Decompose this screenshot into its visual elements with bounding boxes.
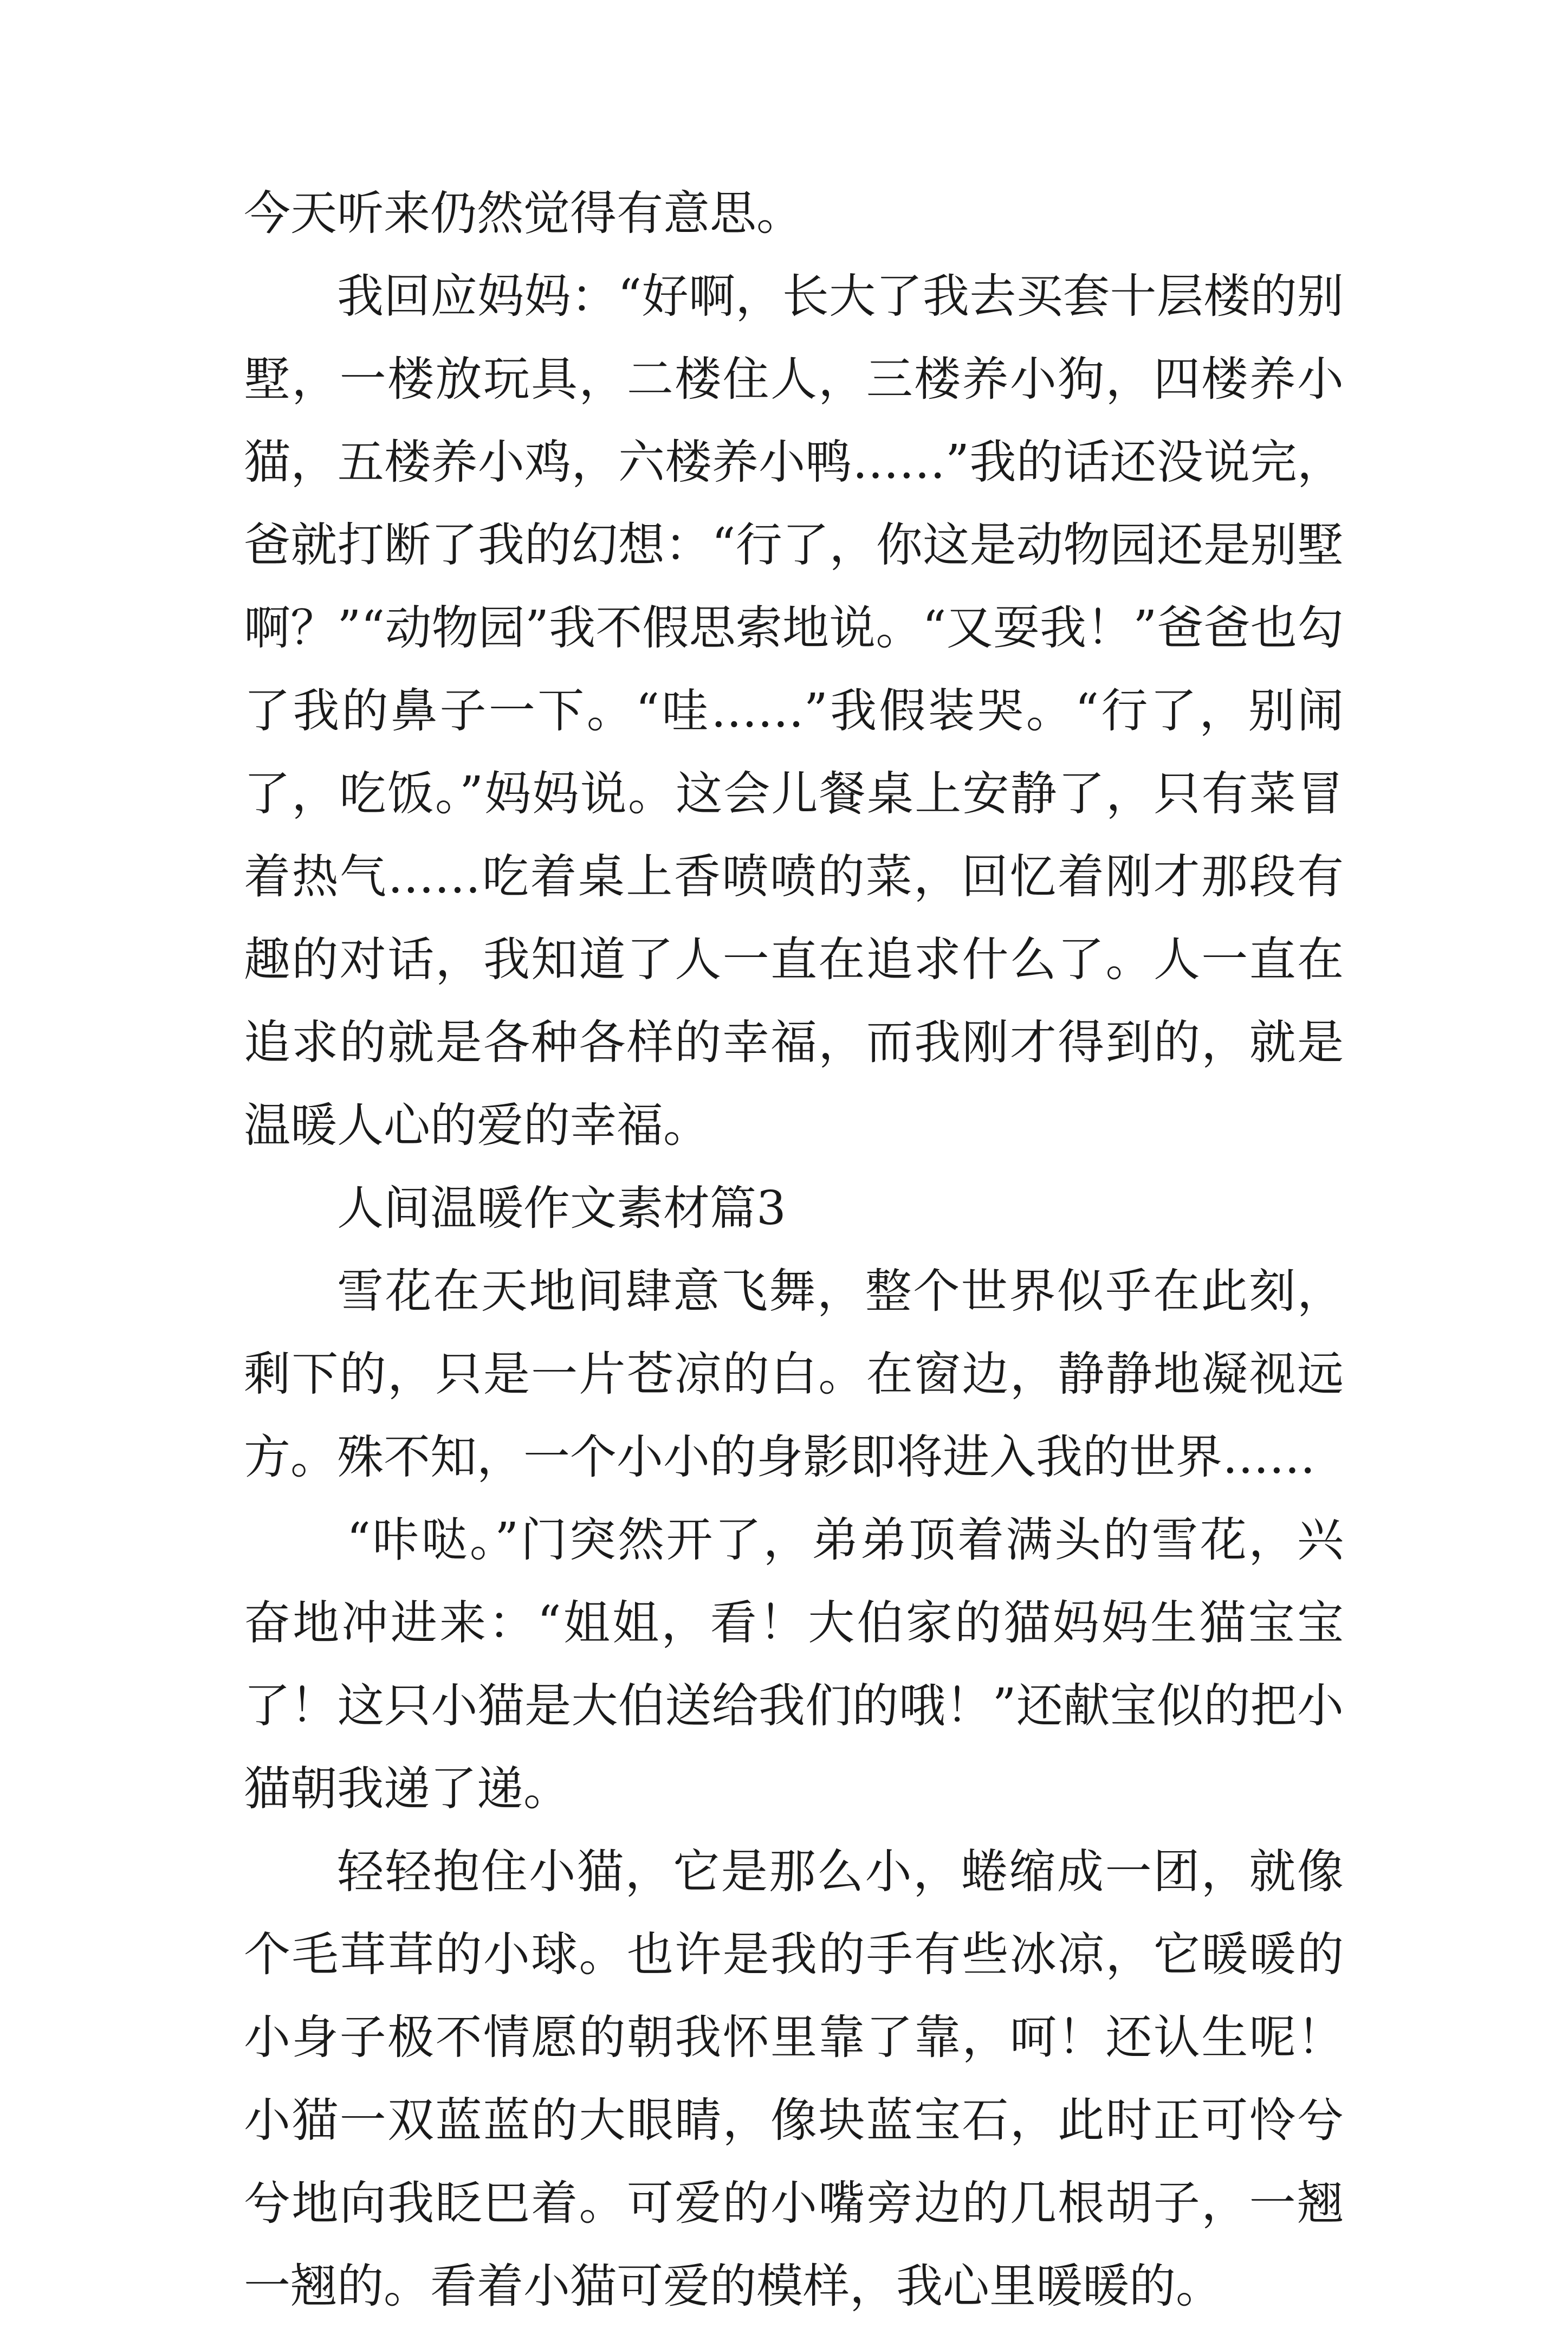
section-heading: 人间温暖作文素材篇3	[337, 1181, 786, 1236]
paragraph-kitten: 轻轻抱住小猫，它是那么小，蜷缩成一团，就像个毛茸茸的小球。也许是我的手有些冰凉，它暖暖的小身子极不情愿的朝我怀里靠了靠，呵！还认生呢！小猫一双蓝蓝的大眼睛，像块蓝宝石，此时正可怜兮兮地向我眨巴着。可爱的小嘴旁边的几根胡子，一翘一翘的。看着小猫可爱的模样，我心里暖暖的。	[244, 1845, 1344, 2313]
paragraph-continuation: 今天听来仍然觉得有意思。	[244, 186, 803, 241]
paragraph-snow: 雪花在天地间肆意飞舞，整个世界似乎在此刻，剩下的，只是一片苍凉的白。在窗边，静静地凝视远方。殊不知，一个小小的身影即将进入我的世界……	[244, 1264, 1344, 1484]
paragraph-dialogue: 我回应妈妈：“好啊，长大了我去买套十层楼的别墅，一楼放玩具，二楼住人，三楼养小狗，四楼养小猫，五楼养小鸡，六楼养小鸭……”我的话还没说完，爸就打断了我的幻想：“行了，你这是动物园还是别墅啊？”“动物园”我不假思索地说。“又耍我！”爸爸也勾了我的鼻子一下。“哇……”我假装哭。“行了，别闹了，吃饭。”妈妈说。这会儿餐桌上安静了，只有菜冒着热气……吃着桌上香喷喷的菜，回忆着刚才那段有趣的对话，我知道了人一直在追求什么了。人一直在追求的就是各种各样的幸福，而我刚才得到的，就是温暖人心的爱的幸福。	[244, 269, 1344, 1153]
article-body	[244, 172, 1344, 2328]
paragraph-door-opens: “咔哒。”门突然开了，弟弟顶着满头的雪花，兴奋地冲进来：“姐姐，看！大伯家的猫妈妈生猫宝宝了！这只小猫是大伯送给我们的哦！”还献宝似的把小猫朝我递了递。	[244, 1513, 1344, 1816]
